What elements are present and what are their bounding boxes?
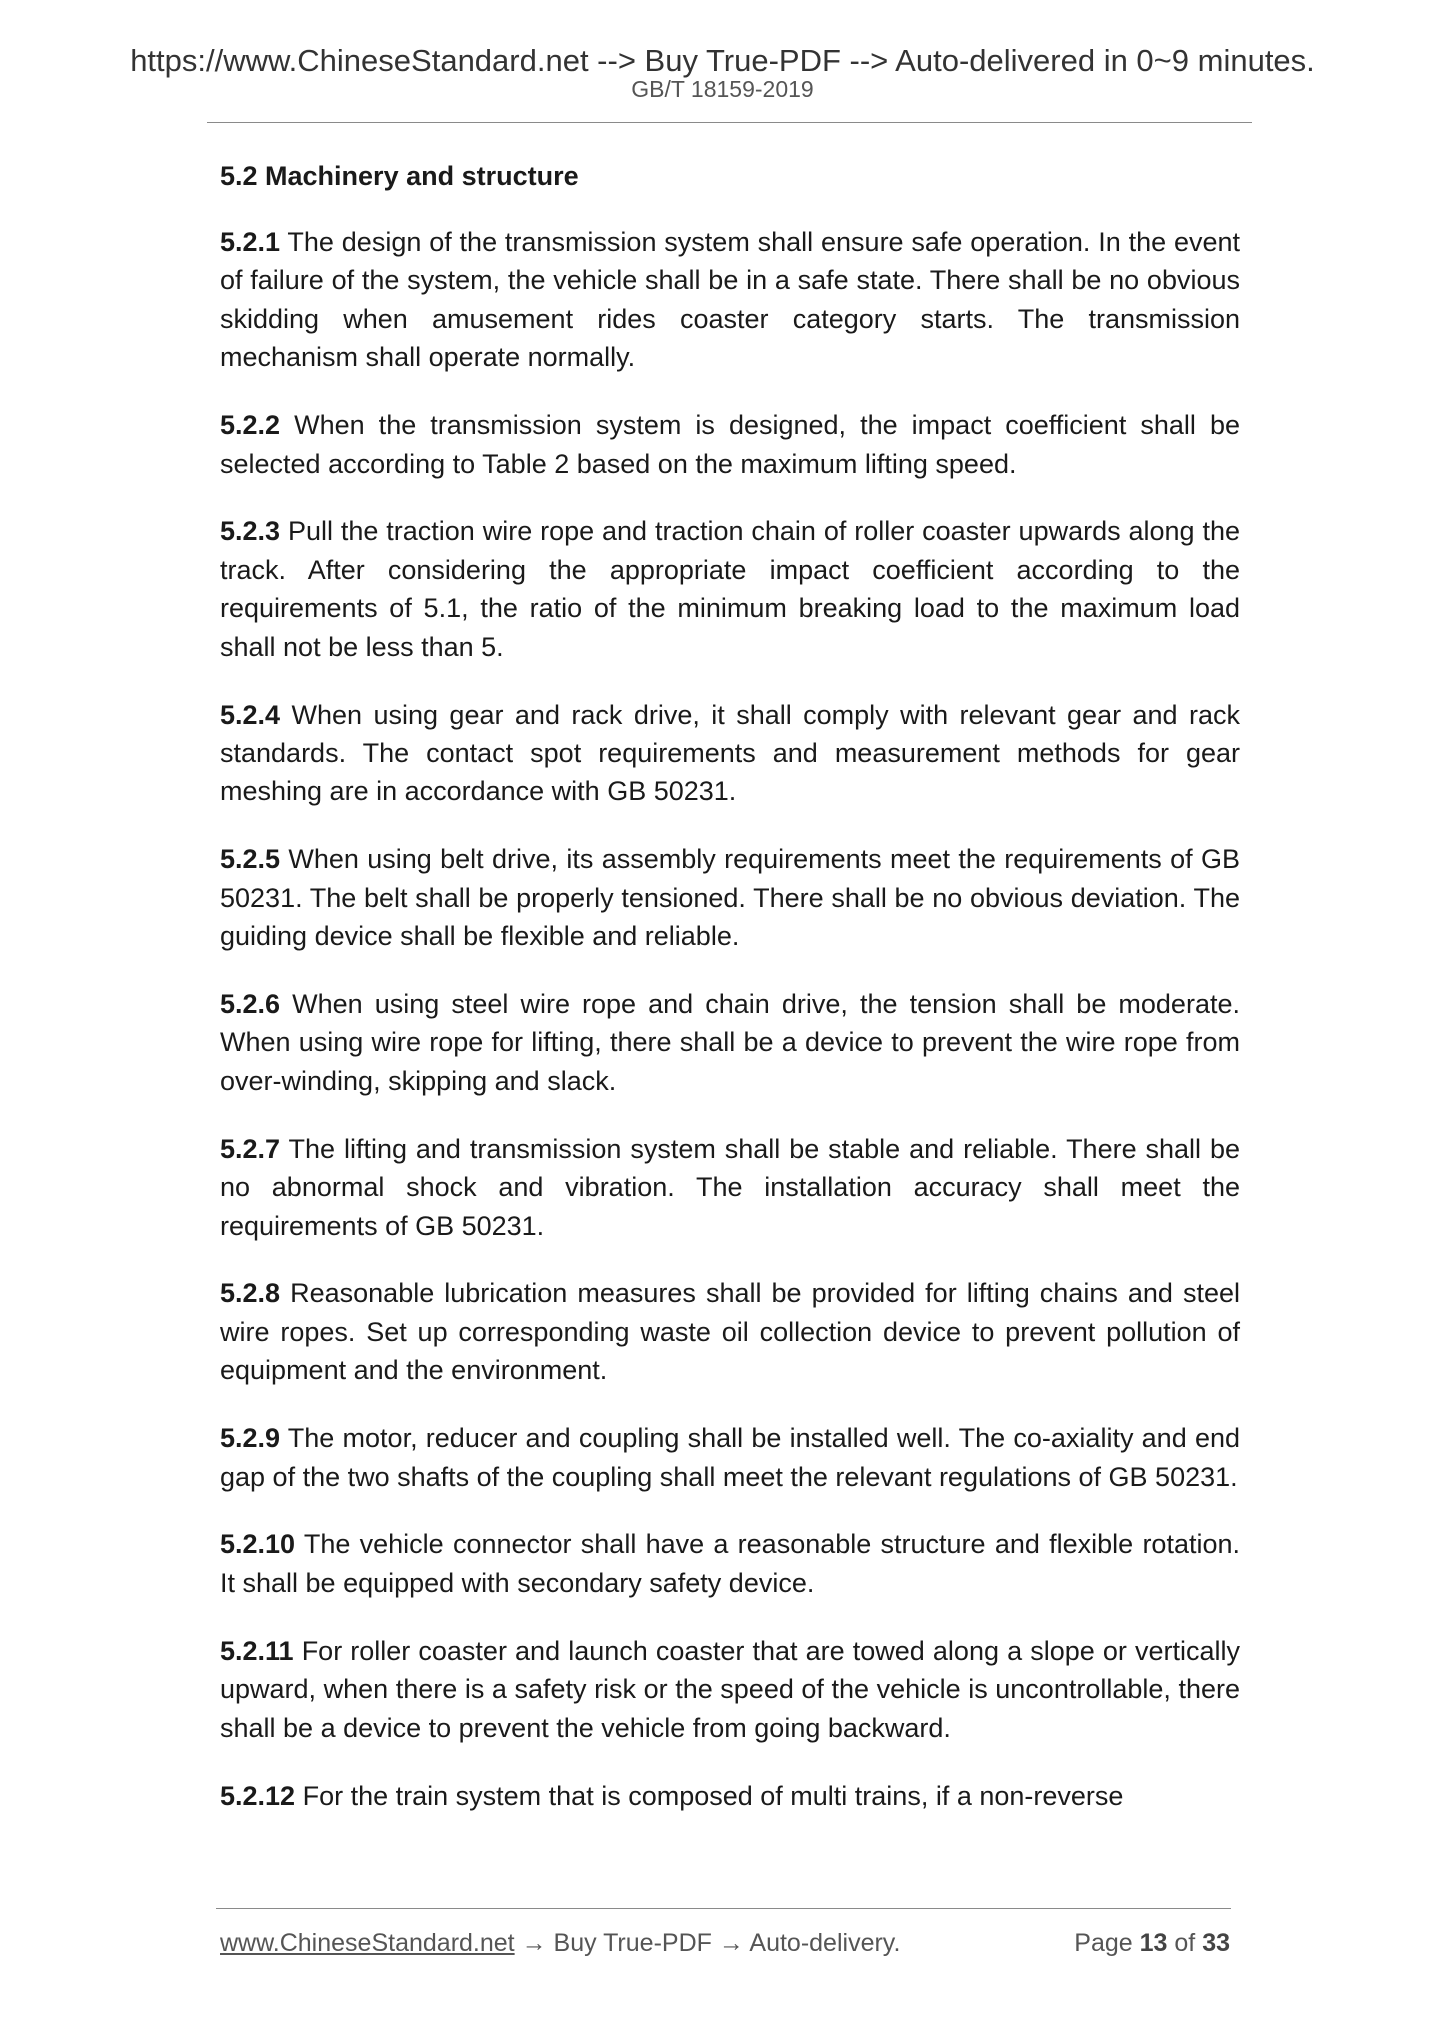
clause-number: 5.2.7 xyxy=(220,1133,281,1164)
section-heading: 5.2 Machinery and structure xyxy=(220,161,579,191)
document-code: GB/T 18159-2019 xyxy=(631,76,814,102)
footer-divider xyxy=(216,1908,1231,1909)
clause-number: 5.2.8 xyxy=(220,1278,281,1309)
clause-text: The vehicle connector shall have a reasonable structure and flexible rotation. It shall be equipped with secondary safety device. xyxy=(220,1529,1240,1598)
page-indicator xyxy=(1074,1926,1230,1960)
clause-text: When using gear and rack drive, it shall comply with relevant gear and rack standards. The contact spot requirements and measurement methods for gear meshing are in accordance with GB 50231. xyxy=(220,699,1240,807)
clause-text: When the transmission system is designed, the impact coefficient shall be selected according to Table 2 based on the maximum lifting speed. xyxy=(220,410,1240,479)
clause-5-2-7 xyxy=(220,1130,1240,1245)
clause-text: The design of the transmission system shall ensure safe operation. In the event of failure of the system, the vehicle shall be in a safe state. There shall be no obvious skidding when amusement rides coaster category starts. The transmission mechanism shall operate normally. xyxy=(220,227,1240,373)
clause-number: 5.2.9 xyxy=(220,1423,281,1454)
clause-text: When using belt drive, its assembly requirements meet the requirements of GB 50231. The belt shall be properly tensioned. There shall be no obvious deviation. The guiding device shall be flexible and reliable. xyxy=(220,844,1240,952)
clause-text: For roller coaster and launch coaster that are towed along a slope or vertically upward, when there is a safety risk or the speed of the vehicle is uncontrollable, there shall be a device to prevent the vehicle from going backward. xyxy=(220,1635,1240,1743)
clause-text: The motor, reducer and coupling shall be installed well. The co-axiality and end gap of the two shafts of the coupling shall meet the relevant regulations of GB 50231. xyxy=(220,1423,1240,1492)
current-page-number: 13 xyxy=(1139,1929,1168,1957)
footer-promo-text: → Buy True-PDF → Auto-delivery. xyxy=(514,1929,901,1957)
clause-number: 5.2.10 xyxy=(220,1529,296,1560)
clause-text: When using steel wire rope and chain drive, the tension shall be moderate. When using wire rope for lifting, there shall be a device to prevent the wire rope from over-winding, skipping and slack. xyxy=(220,989,1240,1096)
clause-number: 5.2.2 xyxy=(220,410,281,441)
clause-5-2-3 xyxy=(220,512,1240,666)
clause-number: 5.2.3 xyxy=(220,516,281,547)
clause-5-2-10 xyxy=(220,1525,1240,1602)
page-of-label: of xyxy=(1174,1929,1196,1957)
top-banner: https://www.ChineseStandard.net --> Buy True-PDF --> Auto-delivered in 0~9 minutes. xyxy=(130,43,1315,78)
clause-5-2-6 xyxy=(220,985,1240,1100)
clause-text: For the train system that is composed of multi trains, if a non-reverse xyxy=(302,1780,1124,1811)
clause-number: 5.2.12 xyxy=(220,1780,296,1811)
clause-5-2-4 xyxy=(220,696,1240,811)
footer-promo xyxy=(220,1926,900,1960)
clause-number: 5.2.4 xyxy=(220,699,281,730)
clause-5-2-2 xyxy=(220,406,1240,483)
clause-text: The lifting and transmission system shall be stable and reliable. There shall be no abnormal shock and vibration. The installation accuracy shall meet the requirements of GB 50231. xyxy=(220,1133,1240,1241)
total-pages-number: 33 xyxy=(1202,1929,1230,1957)
clause-5-2-5 xyxy=(220,840,1240,955)
footer-site-link[interactable]: www.ChineseStandard.net xyxy=(220,1929,515,1957)
clause-text: Reasonable lubrication measures shall be provided for lifting chains and steel wire ropes. Set up corresponding waste oil collection device to prevent pollution of equipment and the environment. xyxy=(220,1278,1240,1386)
page-label: Page xyxy=(1074,1929,1133,1957)
clause-number: 5.2.5 xyxy=(220,844,281,875)
page-footer xyxy=(220,1926,1230,1960)
clause-5-2-12 xyxy=(220,1777,1240,1815)
clause-number: 5.2.11 xyxy=(220,1635,294,1666)
clause-number: 5.2.6 xyxy=(220,989,281,1019)
header-divider xyxy=(207,122,1252,123)
page-content xyxy=(220,158,1240,1844)
clause-text: Pull the traction wire rope and traction chain of roller coaster upwards along the track. After considering the appropriate impact coefficient according to the requirements of 5.1, the ratio of the minimum breaking load to the maximum load shall not be less than 5. xyxy=(220,516,1240,662)
clause-number: 5.2.1 xyxy=(220,227,281,257)
clause-5-2-9 xyxy=(220,1419,1240,1496)
clause-5-2-1 xyxy=(220,223,1240,377)
clause-5-2-8 xyxy=(220,1274,1240,1389)
clause-5-2-11 xyxy=(220,1632,1240,1747)
